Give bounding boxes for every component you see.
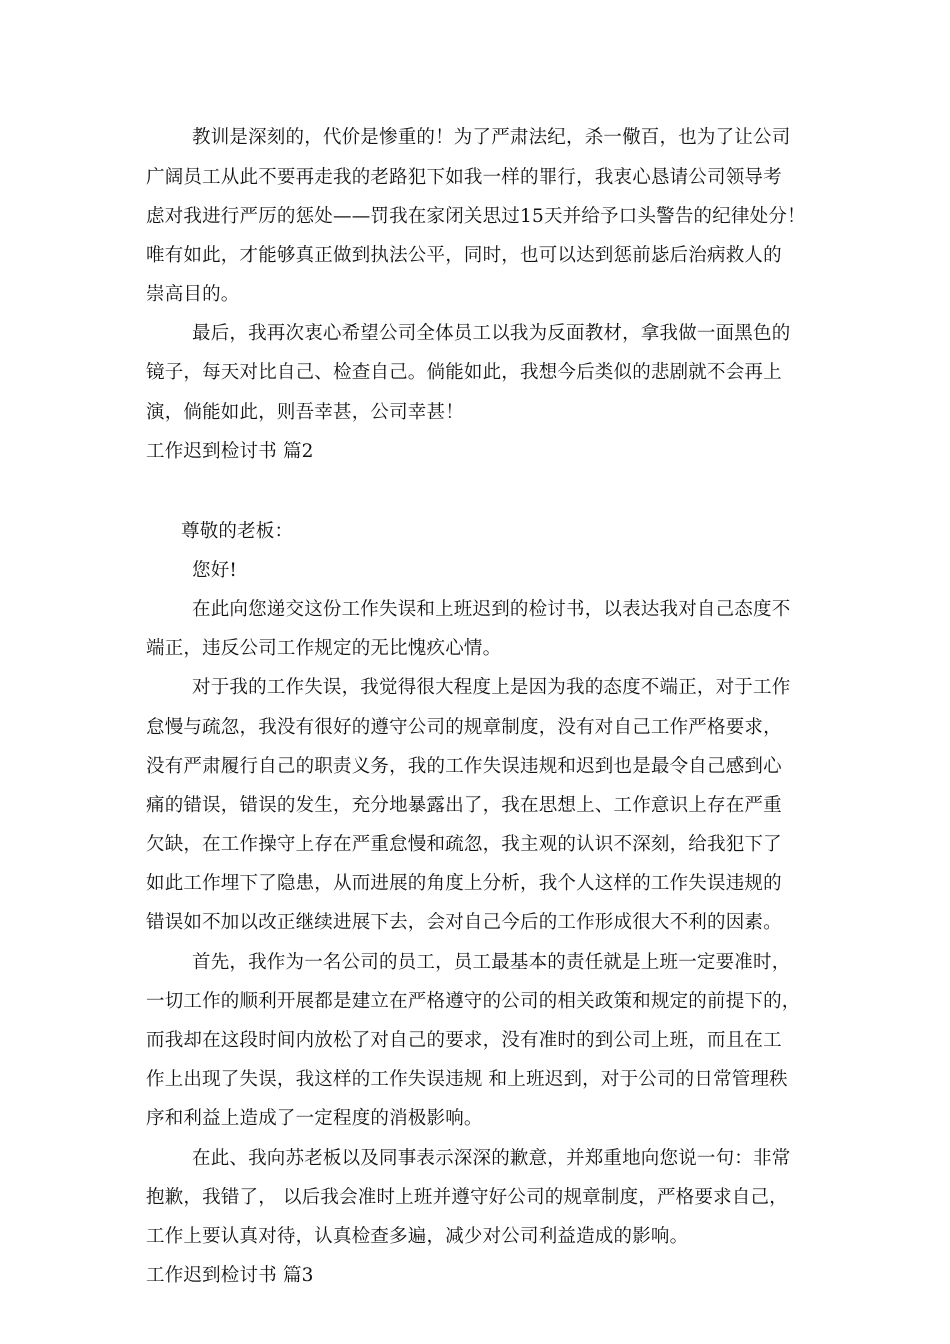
- paragraph-line: 序和利益上造成了一定程度的消极影响。: [146, 1108, 483, 1129]
- paragraph-line: 广阔员工从此不要再走我的老路犯下如我一样的罪行，我衷心恳请公司领导考: [146, 167, 782, 188]
- paragraph-line: 抱歉，我错了， 以后我会准时上班并遵守好公司的规章制度，严格要求自己，: [146, 1187, 788, 1208]
- paragraph-line: 痛的错误，错误的发生，充分地暴露出了，我在思想上、工作意识上存在严重: [146, 795, 782, 816]
- paragraph-line: 端正，违反公司工作规定的无比愧疚心情。: [146, 638, 502, 659]
- salutation: 尊敬的老板：: [181, 521, 294, 542]
- paragraph-line: 首先，我作为一名公司的员工，员工最基本的责任就是上班一定要准时，: [192, 952, 791, 973]
- paragraph-line: 崇高目的。: [146, 284, 240, 305]
- paragraph-line: 教训是深刻的，代价是惨重的！为了严肃法纪，杀一儆百，也为了让公司: [192, 127, 791, 148]
- paragraph-line: 唯有如此，才能够真正做到执法公平，同时，也可以达到惩前毖后治病救人的: [146, 245, 782, 266]
- section-heading: 工作迟到检讨书 篇3: [146, 1265, 314, 1286]
- paragraph-line: 如此工作埋下了隐患，从而进展的角度上分析，我个人这样的工作失误违规的: [146, 873, 782, 894]
- greeting: 您好!: [192, 560, 238, 581]
- paragraph-line: 欠缺，在工作操守上存在严重怠慢和疏忽，我主观的认识不深刻，给我犯下了: [146, 834, 782, 855]
- paragraph-line: 虑对我进行严厉的惩处——罚我在家闭关思过15天并给予口头警告的纪律处分！: [146, 206, 806, 227]
- paragraph-line: 在此向您递交这份工作失误和上班迟到的检讨书，以表达我对自己态度不: [192, 599, 791, 620]
- paragraph-line: 对于我的工作失误，我觉得很大程度上是因为我的态度不端正，对于工作: [192, 677, 791, 698]
- section-heading: 工作迟到检讨书 篇2: [146, 441, 314, 462]
- paragraph-line: 最后，我再次衷心希望公司全体员工以我为反面教材，拿我做一面黑色的: [192, 323, 791, 344]
- paragraph-line: 在此、我向苏老板以及同事表示深深的歉意，并郑重地向您说一句：非常: [192, 1148, 791, 1169]
- paragraph-line: 而我却在这段时间内放松了对自己的要求，没有准时的到公司上班，而且在工: [146, 1030, 782, 1051]
- paragraph-line: 作上出现了失误，我这样的工作失误违规 和上班迟到，对于公司的日常管理秩: [146, 1069, 788, 1090]
- paragraph-line: 错误如不加以改正继续进展下去，会对自己今后的工作形成很大不利的因素。: [146, 912, 782, 933]
- paragraph-line: 演，倘能如此，则吾幸甚，公司幸甚！: [146, 402, 464, 423]
- paragraph-line: 镜子，每天对比自己、检查自己。倘能如此，我想今后类似的悲剧就不会再上: [146, 362, 782, 383]
- paragraph-line: 一切工作的顺利开展都是建立在严格遵守的公司的相关政策和规定的前提下的，: [146, 991, 801, 1012]
- paragraph-line: 没有严肃履行自己的职责义务，我的工作失误违规和迟到也是最令自己感到心: [146, 756, 782, 777]
- paragraph-line: 怠慢与疏忽，我没有很好的遵守公司的规章制度，没有对自己工作严格要求，: [146, 717, 782, 738]
- paragraph-line: 工作上要认真对待，认真检查多遍，减少对公司利益造成的影响。: [146, 1226, 689, 1247]
